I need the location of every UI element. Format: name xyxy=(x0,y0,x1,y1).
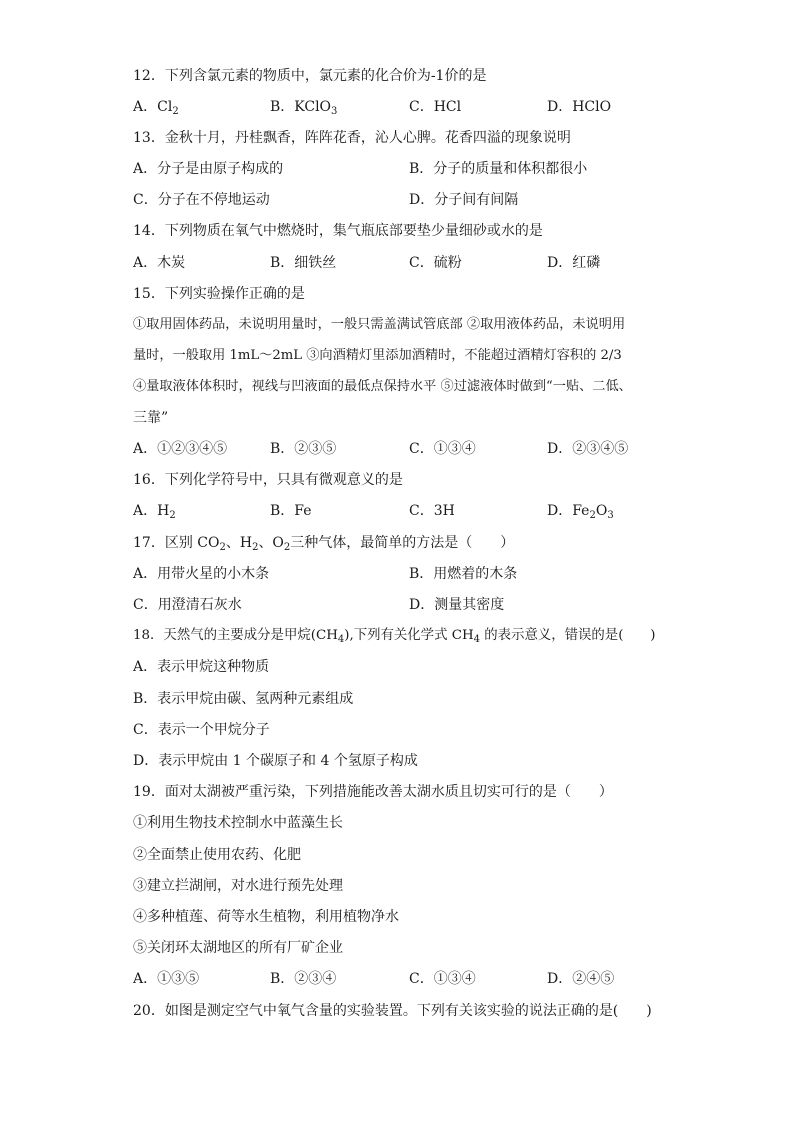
q19-stem: 19．面对太湖被严重污染，下列措施能改善太湖水质且切实可行的是（ ） xyxy=(133,784,613,800)
q14-option-c: C．硫粉 xyxy=(409,255,462,271)
q17-option-c: C．用澄清石灰水 xyxy=(133,597,242,613)
q15-option-c: C．①③④ xyxy=(409,441,476,457)
q13-stem: 13．金秋十月，丹桂飘香，阵阵花香，沁人心脾。花香四溢的现象说明 xyxy=(133,130,571,146)
q16-option-c: C．3H xyxy=(409,503,455,519)
q17-stem: 17．区别 $CO_2$、$H_2$、$O_2$三种气体，最简单的方法是（ ） xyxy=(133,535,515,553)
q15-option-b: B．②③⑤ xyxy=(270,441,337,457)
q17-option-d: D．测量其密度 xyxy=(409,597,505,613)
q15-line: ①取用固体药品，未说明用量时，一般只需盖满试管底部 ②取用液体药品，未说明用 xyxy=(133,317,626,332)
q15-line: 量时，一般取用 1mL～2mL ③向酒精灯里添加酒精时，不能超过酒精灯容积的 2/3 xyxy=(133,348,622,363)
q15-option-d: D．②③④⑤ xyxy=(547,441,629,457)
q13-option-d: D．分子间有间隔 xyxy=(409,192,519,208)
q19-item: ③建立拦湖闸，对水进行预先处理 xyxy=(133,878,343,894)
q18-option-d: D．表示甲烷由 1 个碳原子和 4 个氢原子构成 xyxy=(133,753,418,769)
q16-option-b: B．Fe xyxy=(270,503,312,519)
q19-option-c: C．①③④ xyxy=(409,971,476,987)
q14-option-d: D．红磷 xyxy=(547,255,601,271)
q19-option-a: A．①③⑤ xyxy=(133,971,200,987)
q13-option-b: B．分子的质量和体积都很小 xyxy=(409,161,588,177)
q15-line: ④量取液体体积时，视线与凹液面的最低点保持水平 ⑤过滤液体时做到“一贴、二低、 xyxy=(133,379,632,394)
q19-item: ④多种植莲、荷等水生植物，利用植物净水 xyxy=(133,909,399,925)
q17-option-b: B．用燃着的木条 xyxy=(409,566,518,582)
q18-stem: 18．天然气的主要成分是甲烷$(CH_4)$,下列有关化学式 $CH_4$ 的表示意义，错误的是( ) xyxy=(133,628,656,645)
q13-option-c: C．分子在不停地运动 xyxy=(133,192,270,208)
q12-option-c: C．HCl xyxy=(409,99,462,115)
q15-stem: 15．下列实验操作正确的是 xyxy=(133,286,305,302)
q15-line: 三靠” xyxy=(133,410,169,426)
q14-option-b: B．细铁丝 xyxy=(270,255,337,271)
q12-option-a: A．$Cl_2$ xyxy=(133,99,179,117)
q17-option-a: A．用带火星的小木条 xyxy=(133,566,270,582)
q14-option-a: A．木炭 xyxy=(133,255,186,271)
q19-option-d: D．②④⑤ xyxy=(547,971,615,987)
q12-option-b: B．KClO$_3$ xyxy=(270,99,338,117)
q16-option-d: D．$Fe_2O_3$ xyxy=(547,503,614,521)
q16-stem: 16．下列化学符号中，只具有微观意义的是 xyxy=(133,472,403,488)
q18-option-a: A．表示甲烷这种物质 xyxy=(133,659,270,675)
q15-option-a: A．①②③④⑤ xyxy=(133,441,228,457)
q19-item: ⑤关闭环太湖地区的所有厂矿企业 xyxy=(133,940,343,956)
q14-stem: 14．下列物质在氧气中燃烧时，集气瓶底部要垫少量细砂或水的是 xyxy=(133,223,543,239)
q18-option-c: C．表示一个甲烷分子 xyxy=(133,722,270,738)
q18-option-b: B．表示甲烷由碳、氢两种元素组成 xyxy=(133,691,354,707)
q16-option-a: A．$H_2$ xyxy=(133,503,176,521)
q19-item: ①利用生物技术控制水中蓝藻生长 xyxy=(133,815,343,831)
q19-item: ②全面禁止使用农药、化肥 xyxy=(133,847,301,863)
q20-stem: 20．如图是测定空气中氧气含量的实验装置。下列有关该实验的说法正确的是( ) xyxy=(133,1003,652,1019)
q12-option-d: D．HClO xyxy=(547,99,612,115)
q13-option-a: A．分子是由原子构成的 xyxy=(133,161,284,177)
q19-option-b: B．②③④ xyxy=(270,971,337,987)
q12-stem: 12．下列含氯元素的物质中，氯元素的化合价为-1价的是 xyxy=(133,68,487,84)
